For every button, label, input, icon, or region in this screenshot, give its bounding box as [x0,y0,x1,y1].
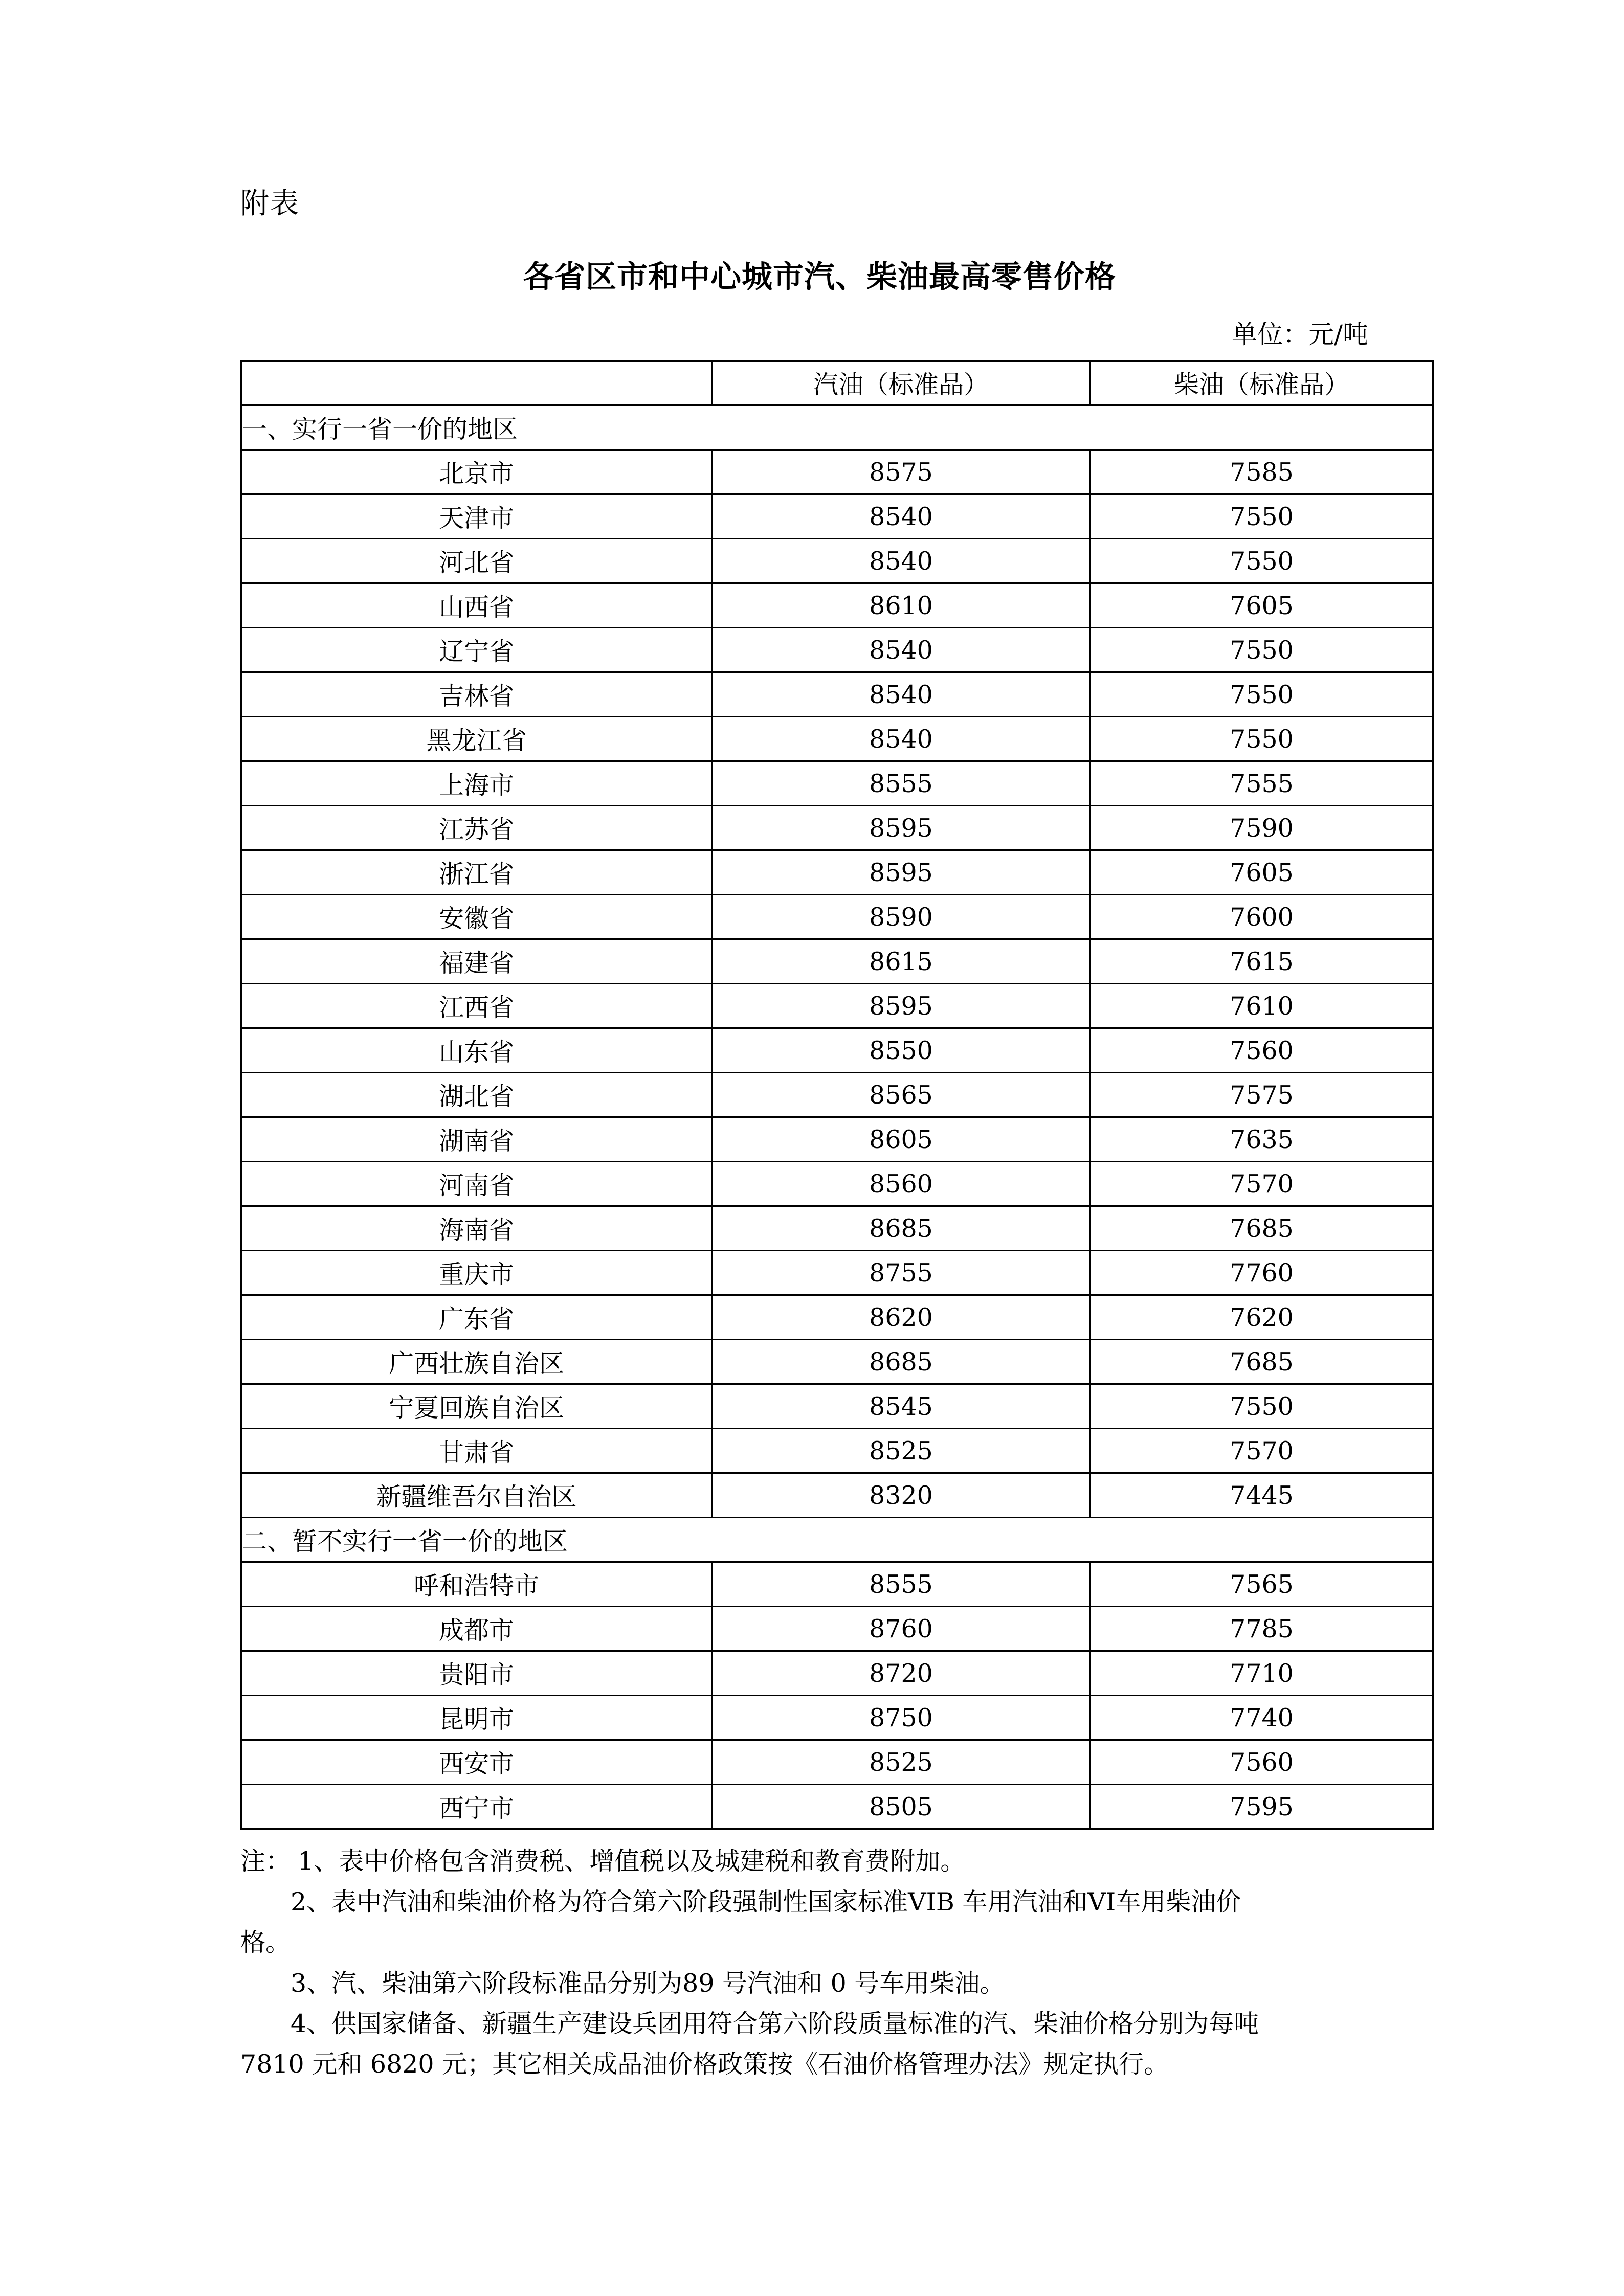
region-name: 贵阳市 [241,1651,712,1696]
diesel-price: 7590 [1091,806,1433,850]
region-name: 浙江省 [241,850,712,895]
diesel-price: 7570 [1091,1162,1433,1206]
table-row [241,1429,1433,1473]
diesel-price: 7685 [1091,1206,1433,1251]
table-row [241,1117,1433,1162]
diesel-price: 7600 [1091,895,1433,939]
diesel-price: 7550 [1091,717,1433,761]
gasoline-price: 8550 [712,1028,1091,1073]
table-row [241,1295,1433,1340]
table-row [241,1562,1433,1607]
notes-label: 注： [240,1847,291,1876]
note-item-4-cont: 7810 元和 6820 元；其它相关成品油价格政策按《石油价格管理办法》规定执行。 [240,2050,1169,2079]
header-diesel: 柴油（标准品） [1091,361,1433,406]
diesel-price: 7740 [1091,1696,1433,1740]
gasoline-price: 8685 [712,1206,1091,1251]
gasoline-price: 8755 [712,1251,1091,1295]
region-name: 吉林省 [241,672,712,717]
diesel-price: 7620 [1091,1295,1433,1340]
diesel-price: 7610 [1091,984,1433,1028]
table-row [241,1785,1433,1829]
table-row [241,1607,1433,1651]
diesel-price: 7550 [1091,539,1433,583]
table-row [241,1162,1433,1206]
table-row [241,450,1433,494]
region-name: 广西壮族自治区 [241,1340,712,1384]
table-row [241,1340,1433,1384]
diesel-price: 7560 [1091,1740,1433,1785]
region-name: 江苏省 [241,806,712,850]
table-row [241,984,1433,1028]
section-row [241,1518,1433,1562]
region-name: 黑龙江省 [241,717,712,761]
table-row [241,1028,1433,1073]
gasoline-price: 8595 [712,850,1091,895]
region-name: 呼和浩特市 [241,1562,712,1607]
diesel-price: 7575 [1091,1073,1433,1117]
region-name: 山西省 [241,583,712,628]
section-title-1: 一、实行一省一价的地区 [241,406,1433,450]
region-name: 西宁市 [241,1785,712,1829]
gasoline-price: 8540 [712,539,1091,583]
region-name: 湖南省 [241,1117,712,1162]
diesel-price: 7560 [1091,1028,1433,1073]
region-name: 昆明市 [241,1696,712,1740]
region-name: 重庆市 [241,1251,712,1295]
section-row [241,406,1433,450]
gasoline-price: 8750 [712,1696,1091,1740]
table-row [241,583,1433,628]
notes-block [240,1841,1384,2084]
table-row [241,628,1433,672]
gasoline-price: 8595 [712,984,1091,1028]
diesel-price: 7550 [1091,628,1433,672]
region-name: 山东省 [241,1028,712,1073]
note-row-1 [240,1841,1384,1881]
gasoline-price: 8615 [712,939,1091,984]
region-name: 北京市 [241,450,712,494]
note-item-1: 1、表中价格包含消费税、增值税以及城建税和教育费附加。 [298,1847,966,1876]
region-name: 安徽省 [241,895,712,939]
table-row [241,539,1433,583]
table-row [241,1206,1433,1251]
gasoline-price: 8540 [712,494,1091,539]
region-name: 辽宁省 [241,628,712,672]
region-name: 新疆维吾尔自治区 [241,1473,712,1518]
diesel-price: 7595 [1091,1785,1433,1829]
attachment-label: 附表 [240,187,300,220]
gasoline-price: 8540 [712,628,1091,672]
table-row [241,895,1433,939]
diesel-price: 7550 [1091,494,1433,539]
header-gasoline: 汽油（标准品） [712,361,1091,406]
note-item-2-cont: 格。 [240,1928,291,1957]
region-name: 天津市 [241,494,712,539]
region-name: 海南省 [241,1206,712,1251]
note-item-3: 3、汽、柴油第六阶段标准品分别为89 号汽油和 0 号车用柴油。 [291,1968,1005,1998]
region-name: 福建省 [241,939,712,984]
unit-note: 单位：元/吨 [1232,320,1368,350]
diesel-price: 7570 [1091,1429,1433,1473]
region-name: 湖北省 [241,1073,712,1117]
note-item-2: 2、表中汽油和柴油价格为符合第六阶段强制性国家标准VIB 车用汽油和VI车用柴油价 [291,1887,1241,1917]
gasoline-price: 8595 [712,806,1091,850]
gasoline-price: 8525 [712,1429,1091,1473]
diesel-price: 7555 [1091,761,1433,806]
gasoline-price: 8610 [712,583,1091,628]
region-name: 河北省 [241,539,712,583]
table-row [241,672,1433,717]
table-header-row [241,361,1433,406]
gasoline-price: 8605 [712,1117,1091,1162]
diesel-price: 7635 [1091,1117,1433,1162]
table-row [241,1740,1433,1785]
diesel-price: 7785 [1091,1607,1433,1651]
table-row [241,717,1433,761]
table-row [241,1651,1433,1696]
region-name: 成都市 [241,1607,712,1651]
gasoline-price: 8685 [712,1340,1091,1384]
note-item-4: 4、供国家储备、新疆生产建设兵团用符合第六阶段质量标准的汽、柴油价格分别为每吨 [291,2009,1259,2038]
section-title-2: 二、暂不实行一省一价的地区 [241,1518,1433,1562]
table-row [241,494,1433,539]
gasoline-price: 8505 [712,1785,1091,1829]
gasoline-price: 8525 [712,1740,1091,1785]
diesel-price: 7565 [1091,1562,1433,1607]
region-name: 江西省 [241,984,712,1028]
table-row [241,939,1433,984]
diesel-price: 7710 [1091,1651,1433,1696]
table-row [241,1073,1433,1117]
diesel-price: 7685 [1091,1340,1433,1384]
region-name: 上海市 [241,761,712,806]
gasoline-price: 8760 [712,1607,1091,1651]
diesel-price: 7605 [1091,583,1433,628]
table-row [241,1251,1433,1295]
region-name: 西安市 [241,1740,712,1785]
diesel-price: 7615 [1091,939,1433,984]
table-row [241,850,1433,895]
diesel-price: 7550 [1091,1384,1433,1429]
diesel-price: 7760 [1091,1251,1433,1295]
gasoline-price: 8555 [712,1562,1091,1607]
region-name: 宁夏回族自治区 [241,1384,712,1429]
header-blank [241,361,712,406]
diesel-price: 7445 [1091,1473,1433,1518]
diesel-price: 7605 [1091,850,1433,895]
table-row [241,1473,1433,1518]
gasoline-price: 8560 [712,1162,1091,1206]
table-row [241,806,1433,850]
table-row [241,1384,1433,1429]
gasoline-price: 8620 [712,1295,1091,1340]
gasoline-price: 8575 [712,450,1091,494]
gasoline-price: 8555 [712,761,1091,806]
region-name: 广东省 [241,1295,712,1340]
gasoline-price: 8540 [712,717,1091,761]
diesel-price: 7585 [1091,450,1433,494]
price-table [240,360,1434,1830]
gasoline-price: 8590 [712,895,1091,939]
gasoline-price: 8565 [712,1073,1091,1117]
table-row [241,761,1433,806]
gasoline-price: 8320 [712,1473,1091,1518]
table-row [241,1696,1433,1740]
gasoline-price: 8720 [712,1651,1091,1696]
gasoline-price: 8540 [712,672,1091,717]
gasoline-price: 8545 [712,1384,1091,1429]
region-name: 河南省 [241,1162,712,1206]
diesel-price: 7550 [1091,672,1433,717]
page-title: 各省区市和中心城市汽、柴油最高零售价格 [523,259,1116,296]
region-name: 甘肃省 [241,1429,712,1473]
